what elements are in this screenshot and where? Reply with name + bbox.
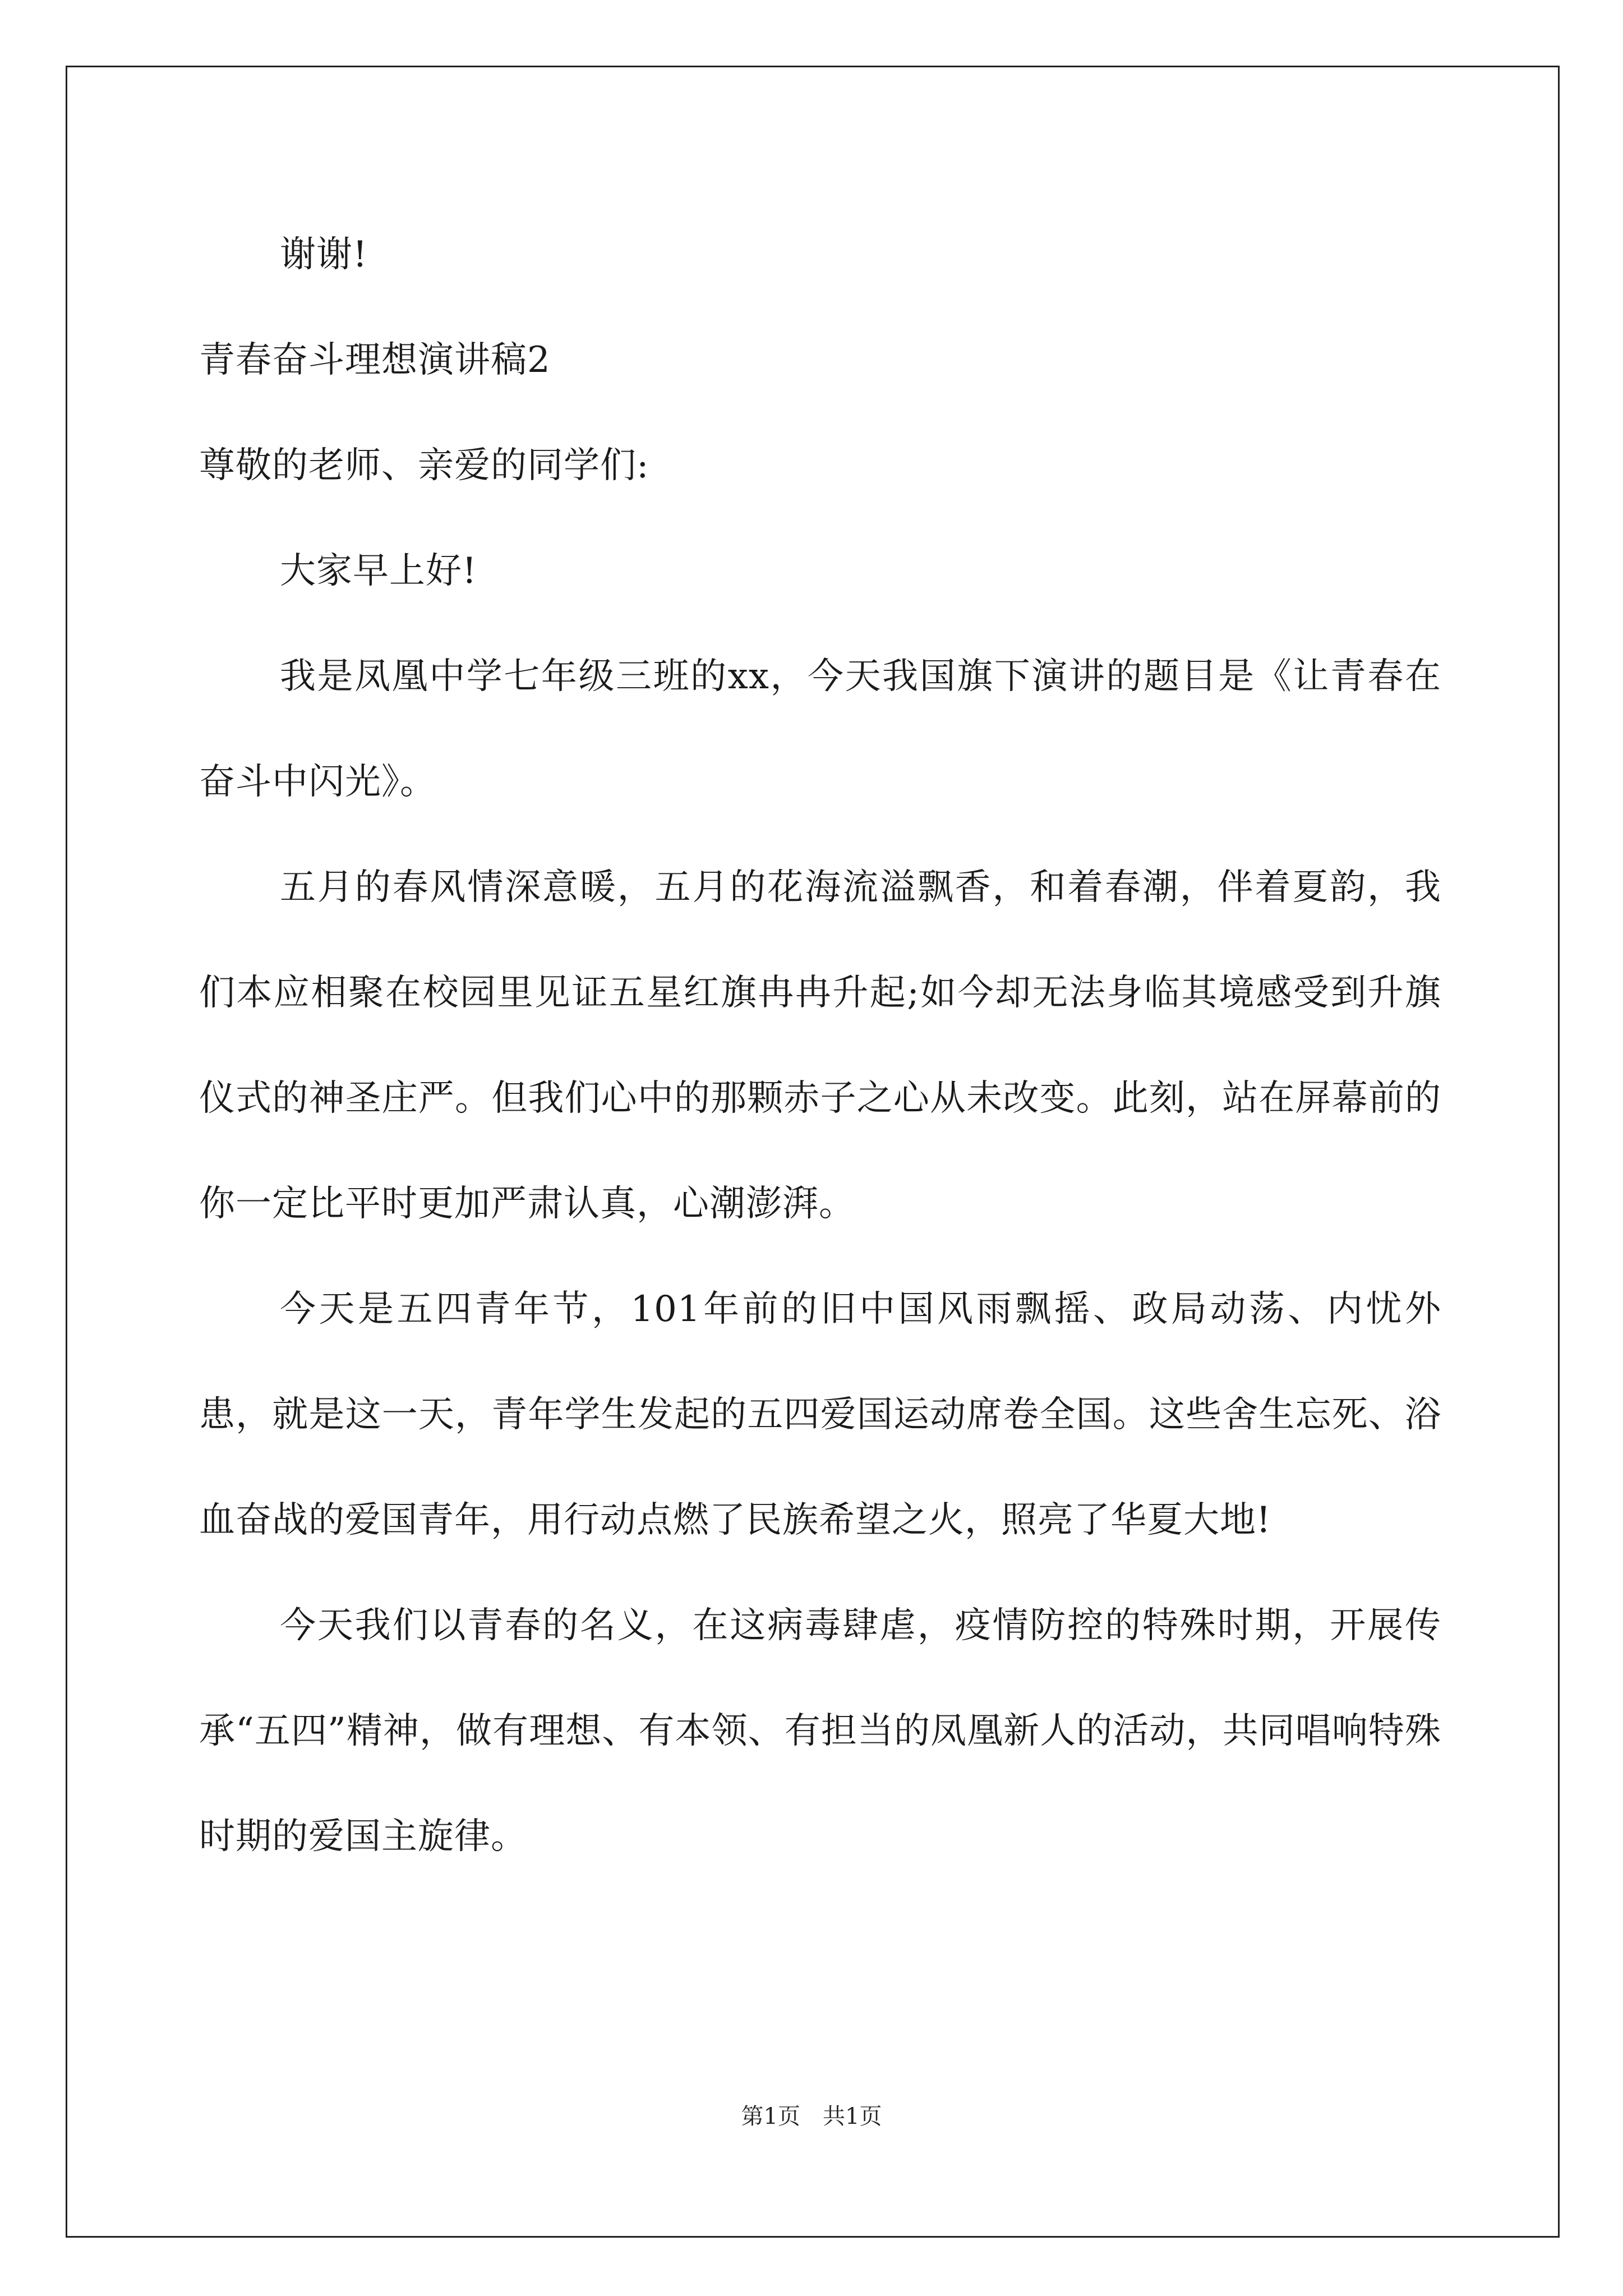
paragraph-today: 今天我们以青春的名义，在这病毒肆虐，疫情防控的特殊时期，开展传承“五四”精神，做有理想、有本领、有担当的凤凰新人的活动，共同唱响特殊时期的爱国主旋律。	[199, 1605, 1441, 1857]
paragraph-may-fourth: 今天是五四青年节，101年前的旧中国风雨飘摇、政局动荡、内忧外患，就是这一天，青年学生发起的五四爱国运动席卷全国。这些舍生忘死、浴血奋战的爱国青年，用行动点燃了民族希望之火，照亮了华夏大地!	[199, 1289, 1441, 1541]
document-title: 青春奋斗理想演讲稿2	[199, 339, 551, 381]
paragraph-thanks: 谢谢!	[280, 234, 368, 275]
page-footer: 第1页 共1页	[741, 2104, 882, 2129]
document-body	[199, 202, 1441, 1889]
paragraph-may: 五月的春风情深意暖，五月的花海流溢飘香，和着春潮，伴着夏韵，我们本应相聚在校园里见证五星红旗冉冉升起;如今却无法身临其境感受到升旗仪式的神圣庄严。但我们心中的那颗赤子之心从未改变。此刻，站在屏幕前的你一定比平时更加严肃认真，心潮澎湃。	[199, 867, 1441, 1225]
salutation: 尊敬的老师、亲爱的同学们:	[199, 445, 649, 486]
greeting: 大家早上好!	[280, 550, 477, 592]
paragraph-intro: 我是凤凰中学七年级三班的xx，今天我国旗下演讲的题目是《让青春在奋斗中闪光》。	[199, 656, 1441, 803]
